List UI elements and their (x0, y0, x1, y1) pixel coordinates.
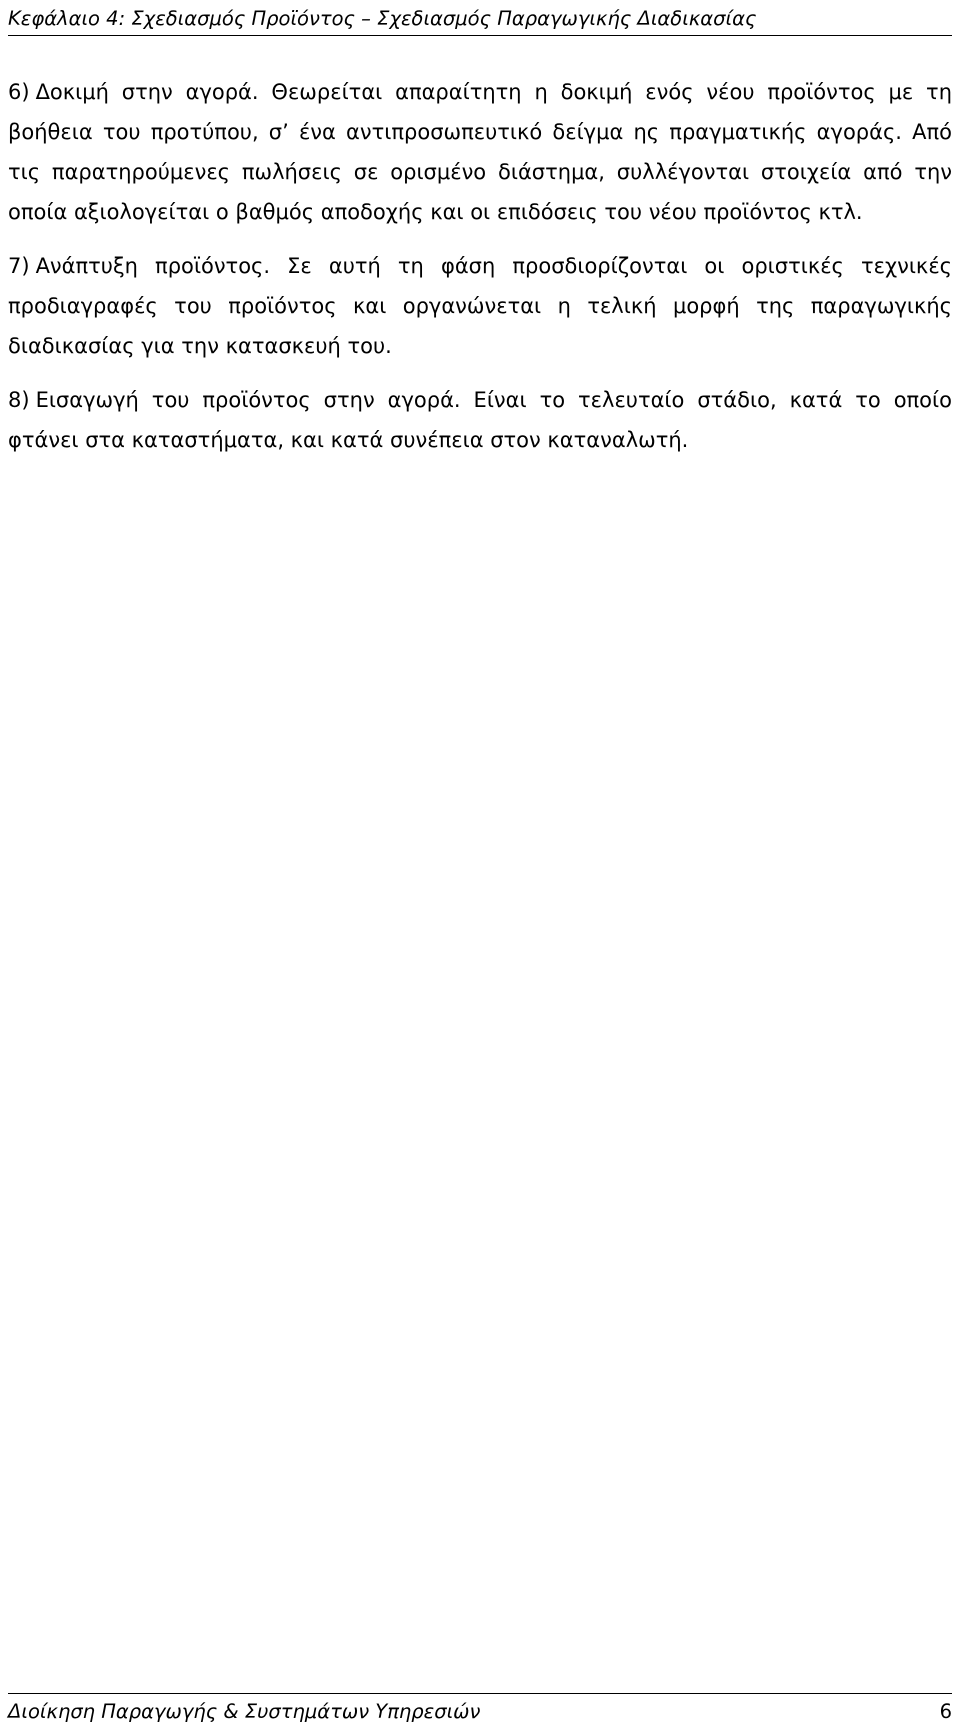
item-number: 7) (8, 254, 30, 278)
item-text: Δοκιμή στην αγορά. Θεωρείται απαραίτητη η δοκιμή ενός νέου προϊόντος με τη βοήθεια του προτύπου, σ’ ένα αντιπροσωπευτικό δείγμα ης πραγματικής αγοράς. Από τις παρατηρούμενες πωλήσεις σε ορισμένο διάστημα, συλλέγονται στοιχεία από την οποία αξιολογείται ο βαθμός αποδοχής και οι επιδόσεις του νέου προϊόντος κτλ. (8, 80, 952, 224)
list-item-8 (8, 380, 952, 460)
page-number: 6 (939, 1700, 952, 1723)
running-footer: Διοίκηση Παραγωγής & Συστημάτων Υπηρεσιών (8, 1700, 481, 1723)
footer-divider (8, 1693, 952, 1694)
item-number: 8) (8, 388, 30, 412)
header-divider (8, 35, 952, 36)
list-item-6 (8, 72, 952, 232)
document-body (8, 72, 952, 474)
item-text: Ανάπτυξη προϊόντος. Σε αυτή τη φάση προσδιορίζονται οι οριστικές τεχνικές προδιαγραφές του προϊόντος και οργανώνεται η τελική μορφή της παραγωγικής διαδικασίας για την κατασκευή του. (8, 254, 952, 358)
list-item-7 (8, 246, 952, 366)
running-header: Κεφάλαιο 4: Σχεδιασμός Προϊόντος – Σχεδιασμός Παραγωγικής Διαδικασίας (8, 7, 757, 30)
item-text: Εισαγωγή του προϊόντος στην αγορά. Είναι το τελευταίο στάδιο, κατά το οποίο φτάνει στα καταστήματα, και κατά συνέπεια στον καταναλωτή. (8, 388, 952, 452)
item-number: 6) (8, 80, 30, 104)
